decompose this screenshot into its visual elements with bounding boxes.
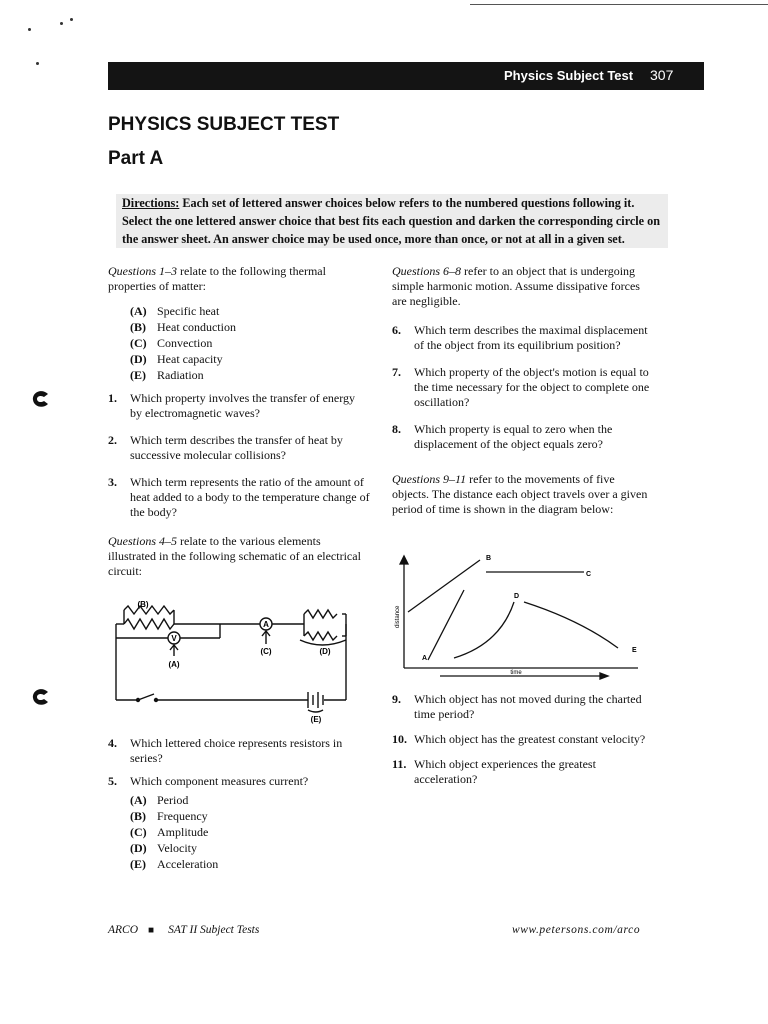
footer-publisher: ARCO ■ SAT II Subject Tests: [108, 924, 260, 936]
answer-choice: (E) Acceleration: [130, 857, 219, 871]
question-item: 8. Which property is equal to zero when the displacement of the object equals zero?: [392, 422, 613, 451]
directions-text: Each set of lettered answer choices below refers to the numbered questions following it. Select the one lettered answer choice that best fits each question and darken the corresponding circle on the answer sheet. An answer choice may be used once, more than once, or not at all in a given set.: [122, 196, 661, 246]
circuit-label-d: (D): [319, 647, 331, 656]
question-set-6-8: [392, 264, 654, 452]
answer-choice: (A) Specific heat: [130, 304, 220, 318]
directions-box: [116, 194, 668, 248]
curve-label-b: B: [486, 555, 492, 562]
curve-label-a: A: [422, 655, 428, 662]
ammeter-symbol: A: [263, 620, 269, 629]
question-item: 4. Which lettered choice represents resistors in series?: [108, 736, 343, 765]
set-intro: Questions 1–3 relate to the following thermal properties of matter:: [108, 264, 326, 293]
question-item: 3. Which term represents the ratio of the amount of heat added to a body to the temperature change of the body?: [108, 475, 370, 519]
y-axis-label: distance: [395, 605, 401, 628]
running-header-title: Physics Subject Test: [504, 68, 634, 83]
answer-choice: (D) Heat capacity: [130, 352, 223, 366]
question-item: 1. Which property involves the transfer of energy by electromagnetic waves?: [108, 391, 356, 420]
question-item: 2. Which term describes the transfer of heat by successive molecular collisions?: [108, 433, 343, 462]
set-intro: Questions 4–5 relate to the various elements illustrated in the following schematic of an electrical circuit:: [108, 534, 361, 578]
set-intro: Questions 9–11 refer to the movements of five objects. The distance each object travels over a given period of time is shown in the diagram below:: [392, 472, 648, 516]
curve-label-d: D: [514, 593, 520, 600]
answer-choice: (B) Heat conduction: [130, 320, 236, 334]
binder-hole-mark-icon: [30, 686, 52, 708]
circuit-schematic: [110, 596, 360, 728]
question-item: 9. Which object has not moved during the charted time period?: [392, 692, 642, 721]
question-set-9-11-intro: [392, 472, 654, 517]
question-item: 6. Which term describes the maximal displacement of the object from its equilibrium position?: [392, 323, 648, 352]
top-edge-line: [470, 4, 768, 5]
part-title: Part A: [108, 148, 164, 169]
page-number: 307: [650, 67, 674, 83]
curve-b-line: [408, 560, 480, 612]
set-intro: Questions 6–8 refer to an object that is undergoing simple harmonic motion. Assume dissipative forces are negligible.: [392, 264, 640, 308]
question-set-9-11: [392, 692, 654, 787]
question-item: 10. Which object has the greatest constant velocity?: [392, 732, 646, 746]
voltmeter-symbol: V: [171, 634, 177, 643]
curve-label-c: C: [586, 571, 592, 578]
answer-choice: (C) Convection: [130, 336, 213, 350]
circuit-label-b: (B): [137, 600, 149, 609]
circuit-label-e: (E): [310, 715, 322, 724]
answer-choices: [108, 793, 370, 872]
question-set-4-5: [108, 736, 370, 873]
curve-label-e: E: [632, 647, 637, 654]
curve-d-line: [454, 602, 514, 658]
scan-speck: [36, 62, 39, 65]
binder-hole-mark-icon: [30, 388, 52, 410]
scan-speck: [60, 22, 63, 25]
scan-speck: [28, 28, 31, 31]
circuit-label-c: (C): [260, 647, 272, 656]
x-axis-label: time: [510, 670, 522, 676]
curve-e-line: [524, 602, 618, 648]
question-set-1-3: [108, 264, 370, 520]
test-title: PHYSICS SUBJECT TEST: [108, 114, 340, 135]
directions-label: Directions:: [122, 196, 180, 210]
answer-choice: (D) Velocity: [130, 841, 197, 855]
question-item: 5. Which component measures current?: [108, 774, 309, 788]
scan-speck: [70, 18, 73, 21]
answer-choice: (A) Period: [130, 793, 189, 807]
answer-choice: (C) Amplitude: [130, 825, 209, 839]
question-set-4-5-intro: [108, 534, 370, 579]
curve-a-line: [428, 590, 464, 660]
circuit-label-a: (A): [168, 660, 180, 669]
question-item: 11. Which object experiences the greatest acceleration?: [392, 757, 596, 786]
footer-url: www.petersons.com/arco: [512, 924, 641, 936]
distance-time-graph: [392, 548, 652, 684]
answer-choice: (B) Frequency: [130, 809, 208, 823]
answer-choices: [108, 304, 370, 383]
question-item: 7. Which property of the object's motion is equal to the time necessary for the object to complete one oscillation?: [392, 365, 650, 409]
answer-choice: (E) Radiation: [130, 368, 204, 382]
